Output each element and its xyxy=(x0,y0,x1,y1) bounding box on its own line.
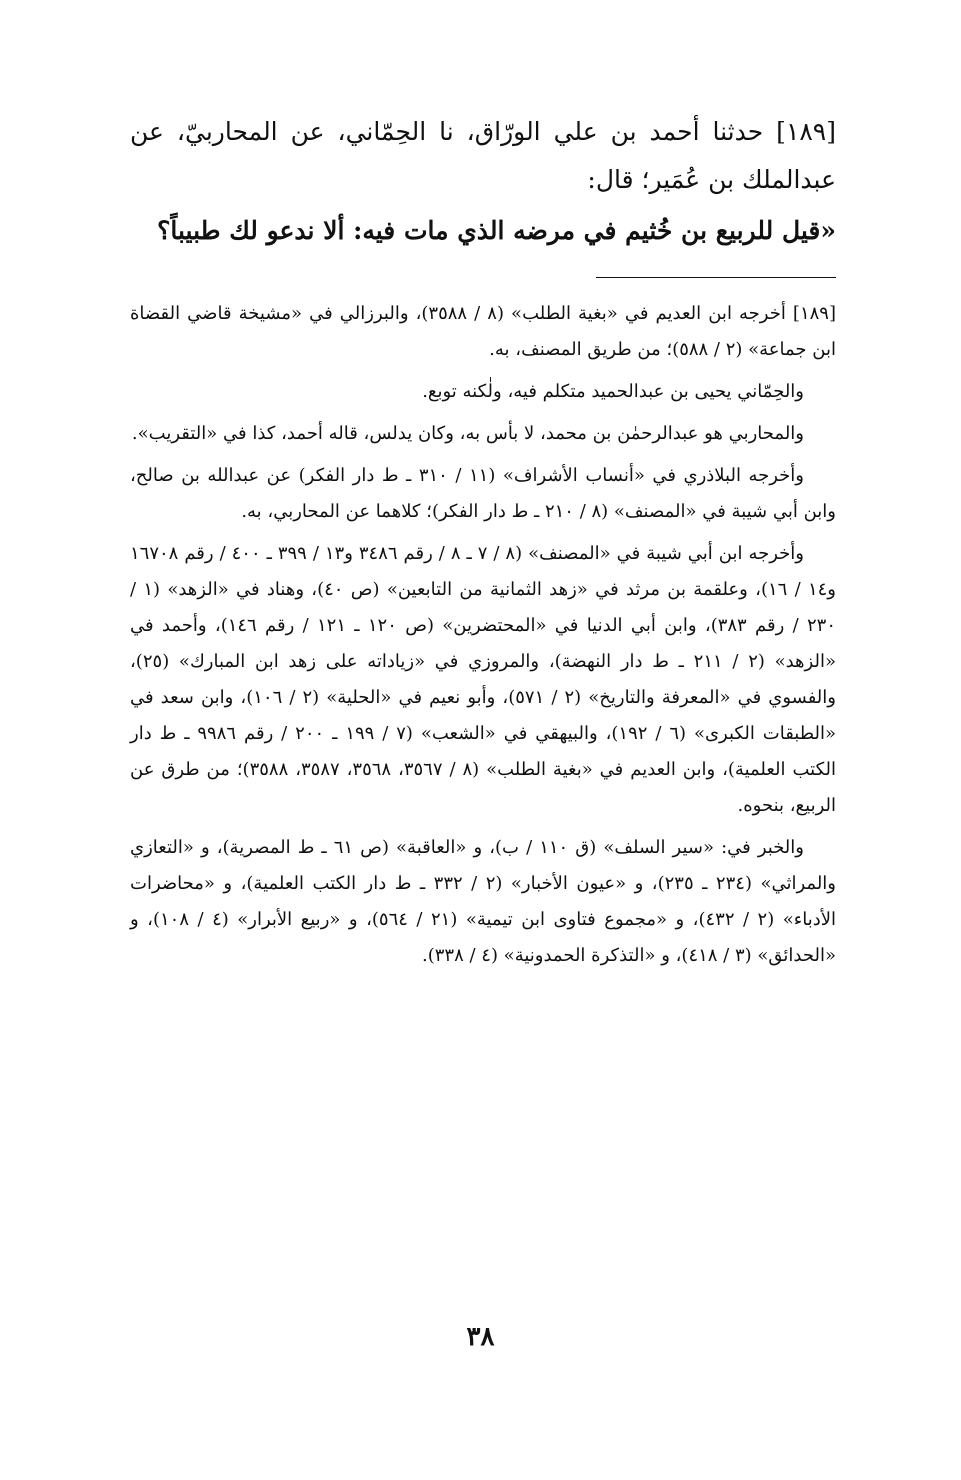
book-page xyxy=(130,108,836,980)
footnote-paragraph: وأخرجه ابن أبي شيبة في «المصنف» (٨ / ٧ ـ ٨ / رقم ٣٤٨٦ و١٣ / ٣٩٩ ـ ٤٠٠ / رقم ١٦٧٠٨ و١٤ / ١٦)، وعلقمة بن مرثد في «زهد الثمانية من التابعين» (ص ٤٠)، وهناد في «الزهد» (١ / ٢٣٠ / رقم ٣٨٣)، وابن أبي الدنيا في «المحتضرين» (ص ١٢٠ ـ ١٢١ / رقم ١٤٦)، وأحمد في «الزهد» (٢ / ٢١١ ـ ط دار النهضة)، والمروزي في «زياداته على زهد ابن المبارك» (٢٥)، والفسوي في «المعرفة والتاريخ» (٢ / ٥٧١)، وأبو نعيم في «الحلية» (٢ / ١٠٦)، وابن سعد في «الطبقات الكبرى» (٦ / ١٩٢)، والبيهقي في «الشعب» (٧ / ١٩٩ ـ ٢٠٠ / رقم ٩٩٨٦ ـ ط دار الكتب العلمية)، وابن العديم في «بغية الطلب» (٨ / ٣٥٦٧، ٣٥٦٨، ٣٥٨٧، ٣٥٨٨)؛ من طرق عن الربيع، بنحوه. xyxy=(130,542,837,816)
footnote-paragraph: وأخرجه البلاذري في «أنساب الأشراف» (١١ / ٣١٠ ـ ط دار الفكر) عن عبدالله بن صالح، وابن أبي شيبة في «المصنف» (٨ / ٢١٠ ـ ط دار الفكر)؛ كلاهما عن المحاربي، به. xyxy=(130,464,836,522)
footnote-paragraph: والمحاربي هو عبدالرحمٰن بن محمد، لا بأس به، وكان يدلس، قاله أحمد، كذا في «التقريب». xyxy=(131,422,804,444)
footnote-paragraph: والحِمّاني يحيى بن عبدالحميد متكلم فيه، ولٰكنه توبع. xyxy=(422,380,804,402)
hadith-chain: [١٨٩] حدثنا أحمد بن علي الورّاق، نا الحِمّاني، عن المحاربيّ، عن عبدالملك بن عُمَير؛ قال: xyxy=(130,117,836,194)
main-text xyxy=(130,108,836,255)
footnote-divider xyxy=(596,277,836,278)
footnote-paragraph: [١٨٩] أخرجه ابن العديم في «بغية الطلب» (٨ / ٣٥٨٨)، والبرزالي في «مشيخة قاضي القضاة ابن جماعة» (٢ / ٥٨٨)؛ من طريق المصنف، به. xyxy=(130,302,836,360)
footnotes xyxy=(130,296,836,974)
hadith-quote: «قيل للربيع بن خُثيم في مرضه الذي مات فيه: ألا ندعو لك طبيباً؟ xyxy=(157,216,836,245)
footnote-paragraph: والخبر في: «سير السلف» (ق ١١٠ / ب)، و «العاقبة» (ص ٦١ ـ ط المصرية)، و «التعازي والمراثي» (٢٣٤ ـ ٢٣٥)، و «عيون الأخبار» (٢ / ٣٣٢ ـ ط دار الكتب العلمية)، و «محاضرات الأدباء» (٢ / ٤٣٢)، و «مجموع فتاوى ابن تيمية» (٢١ / ٥٦٤)، و «ربيع الأبرار» (٤ / ١٠٨)، و «الحدائق» (٣ / ٤١٨)، و «التذكرة الحمدونية» (٤ / ٣٣٨). xyxy=(130,836,836,966)
page-number: ٣٨ xyxy=(466,1322,495,1352)
